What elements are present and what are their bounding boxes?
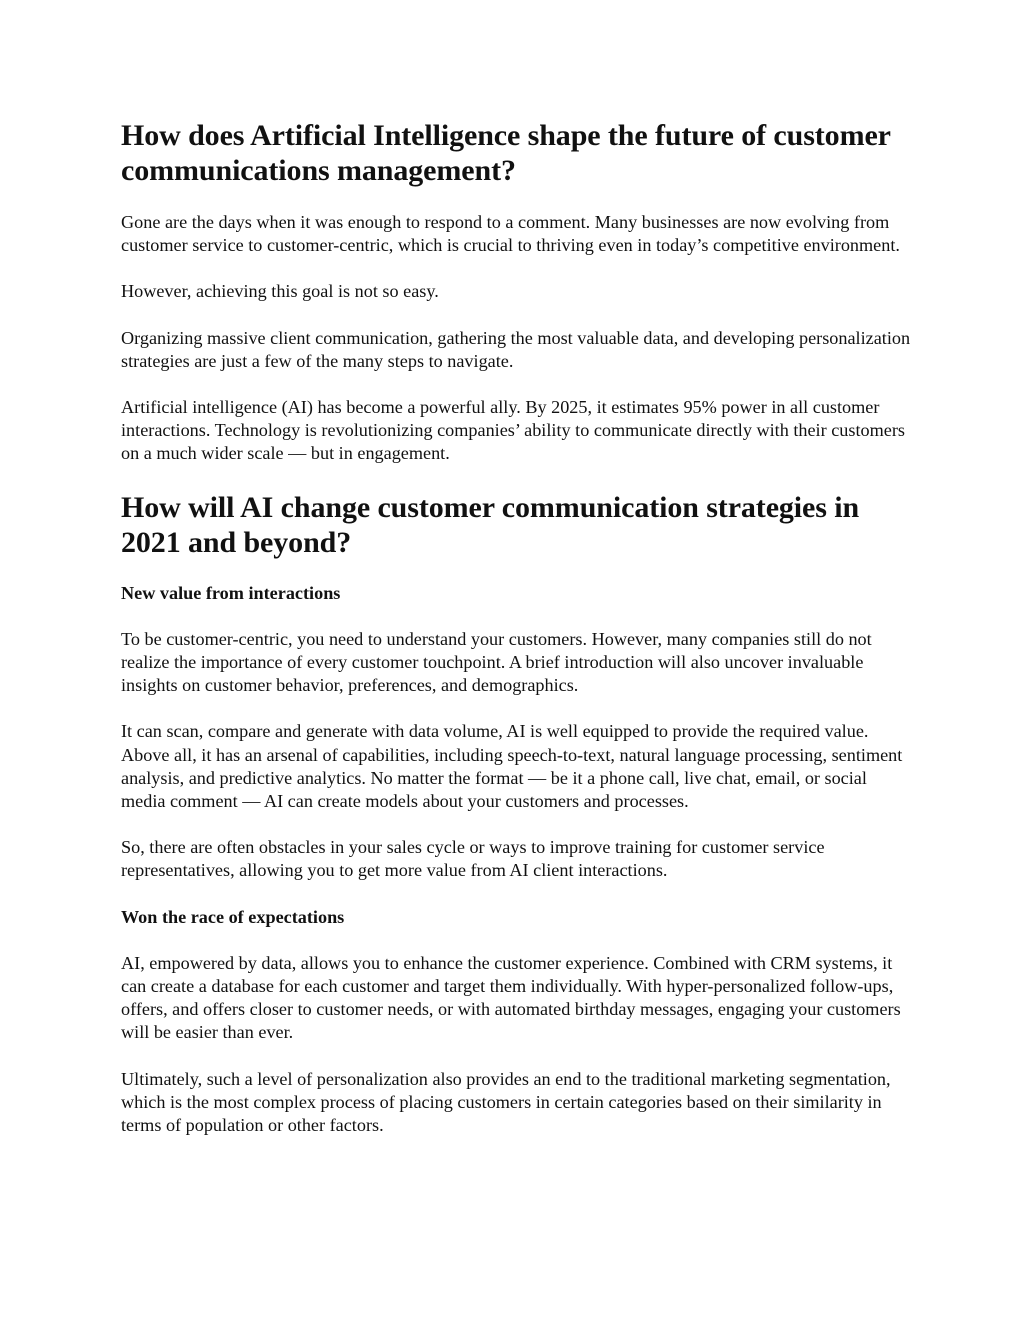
expectations-paragraph-2: Ultimately, such a level of personalization also provides an end to the traditional marketing segmentation, which is the most complex process of placing customers in certain categories based on their similarity in terms of population or other factors. [121, 1068, 891, 1136]
article-title: How does Artificial Intelligence shape the future of customer communications management? [121, 119, 891, 187]
section-heading: How will AI change customer communication strategies in 2021 and beyond? [121, 490, 860, 559]
intro-paragraph-1: Gone are the days when it was enough to respond to a comment. Many businesses are now evolving from customer service to customer-centric, which is crucial to thriving even in today’s competitive environment. [121, 212, 900, 256]
new-value-paragraph-3: So, there are often obstacles in your sales cycle or ways to improve training for customer service representatives, allowing you to get more value from AI client interactions. [121, 837, 825, 881]
new-value-paragraph-1: To be customer-centric, you need to understand your customers. However, many companies still do not realize the importance of every customer touchpoint. A brief introduction will also uncover invaluable insights on customer behavior, preferences, and demographics. [121, 628, 872, 696]
expectations-paragraph-1: AI, empowered by data, allows you to enhance the customer experience. Combined with CRM systems, it can create a database for each customer and target them individually. With hyper-personalized follow-ups, offers, and offers closer to customer needs, or with automated birthday messages, engaging your customers will be easier than ever. [121, 952, 901, 1043]
new-value-paragraph-2: It can scan, compare and generate with data volume, AI is well equipped to provide the required value. Above all, it has an arsenal of capabilities, including speech-to-text, natural language processing, sentiment analysis, and predictive analytics. No matter the format — be it a phone call, live chat, email, or social media comment — AI can create models about your customers and processes. [121, 721, 903, 812]
document-page [121, 118, 911, 1160]
intro-paragraph-3: Organizing massive client communication, gathering the most valuable data, and developing personalization strategies are just a few of the many steps to navigate. [121, 327, 911, 371]
subsection-heading-new-value: New value from interactions [121, 582, 341, 603]
subsection-heading-expectations: Won the race of expectations [121, 906, 345, 927]
intro-paragraph-2: However, achieving this goal is not so easy. [121, 281, 439, 302]
intro-paragraph-4: Artificial intelligence (AI) has become a powerful ally. By 2025, it estimates 95% power in all customer interactions. Technology is revolutionizing companies’ ability to communicate directly with their customers on a much wider scale — but in engagement. [121, 397, 905, 464]
